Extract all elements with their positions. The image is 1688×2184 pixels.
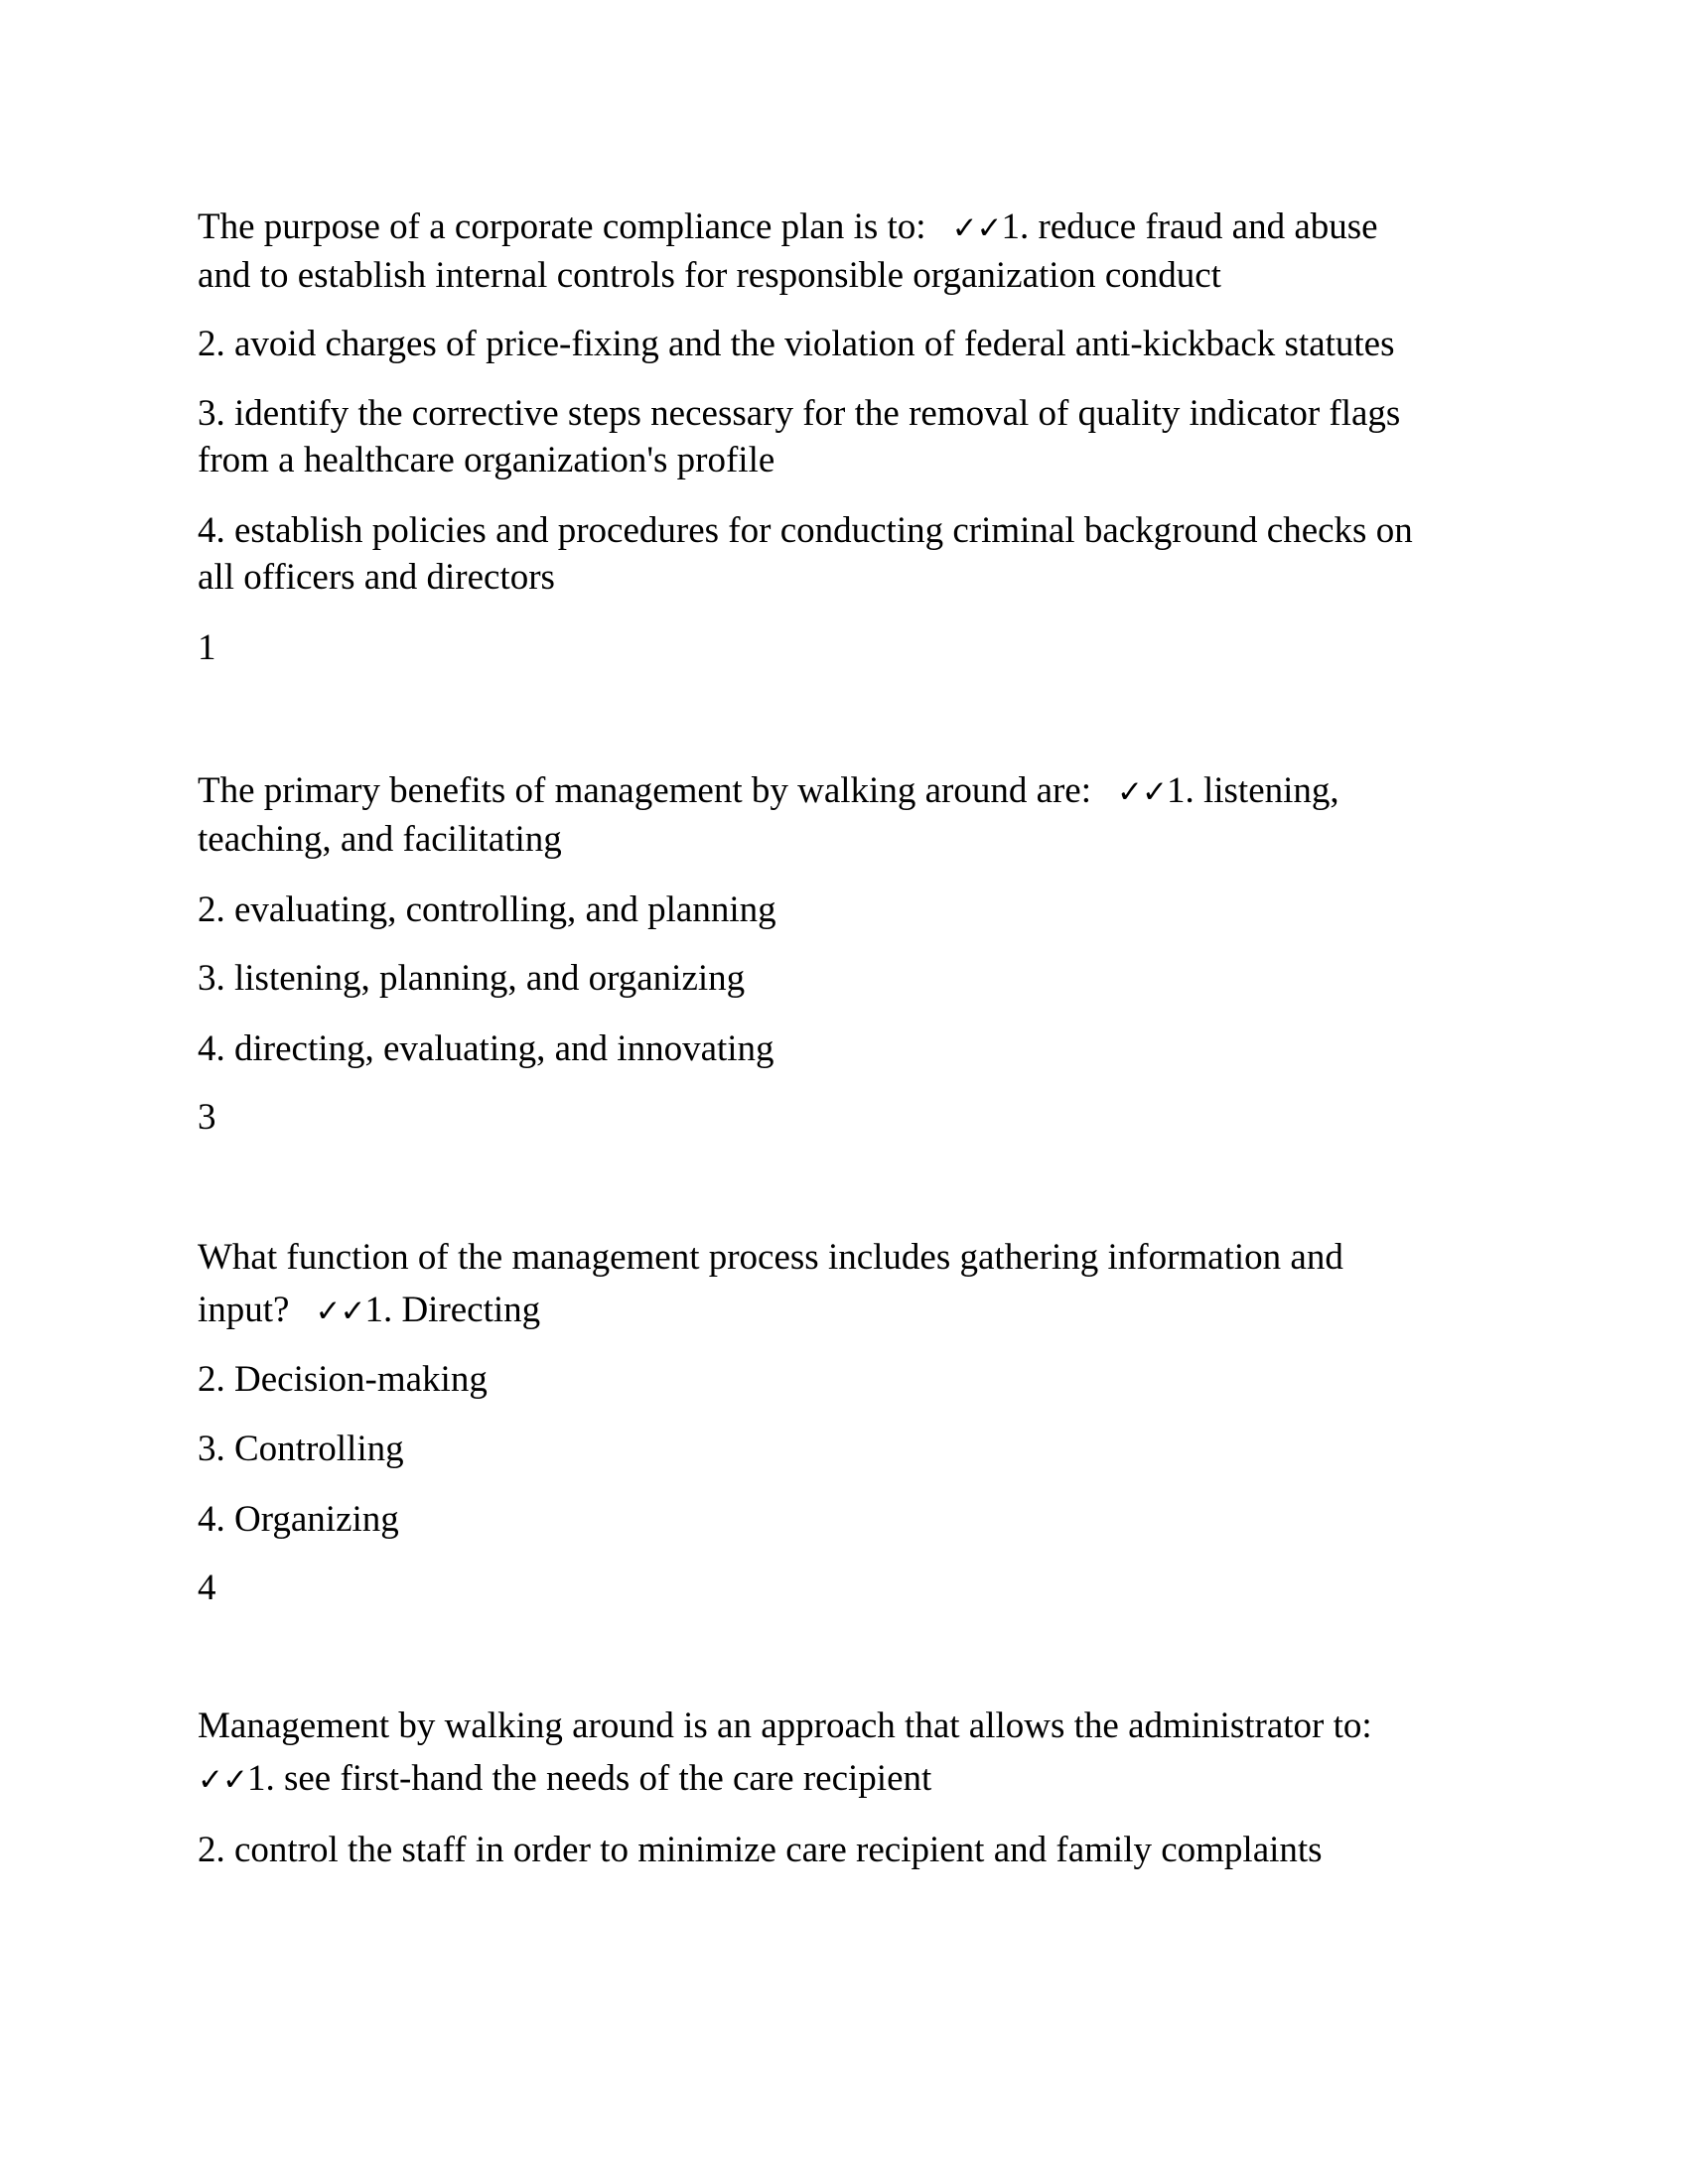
line-text: 2. evaluating, controlling, and planning: [198, 889, 776, 930]
double-check-icon: ✓✓: [315, 1294, 365, 1329]
correct-answer-text: 1. Directing: [364, 1290, 541, 1330]
question-4-line: [198, 1703, 1372, 1750]
question-2-line: [198, 816, 562, 864]
question-1-line: [198, 624, 216, 672]
question-2-line: [198, 887, 776, 934]
line-text: 4. directing, evaluating, and innovating: [198, 1028, 774, 1069]
correct-answer-text: 1. reduce fraud and abuse: [1001, 206, 1378, 247]
line-text: The purpose of a corporate compliance plan is to:: [198, 206, 926, 247]
question-1-line: [198, 252, 1221, 300]
question-3-line: [198, 1565, 216, 1612]
question-2-line: [198, 955, 745, 1003]
line-text: teaching, and facilitating: [198, 819, 562, 860]
line-text: 3. identify the corrective steps necessary for the removal of quality indicator flags: [198, 393, 1401, 434]
double-check-icon: ✓✓: [951, 210, 1002, 246]
line-text: Management by walking around is an approach that allows the administrator to:: [198, 1706, 1372, 1746]
question-1-line: [198, 554, 555, 602]
line-text: 3: [198, 1097, 216, 1138]
line-text: 4: [198, 1568, 216, 1608]
question-2-line: [198, 767, 1339, 815]
line-text: What function of the management process includes gathering information and: [198, 1237, 1343, 1278]
question-3-line: [198, 1426, 404, 1473]
line-text: from a healthcare organization's profile: [198, 440, 775, 480]
line-text: all officers and directors: [198, 557, 555, 598]
question-1-line: [198, 390, 1400, 438]
line-text: 4. establish policies and procedures for conducting criminal background checks on: [198, 510, 1413, 551]
question-3-line: [198, 1356, 488, 1404]
line-text: The primary benefits of management by walking around are:: [198, 770, 1092, 811]
question-4-line: [198, 1755, 931, 1803]
line-text: input?: [198, 1290, 290, 1330]
line-text: 1: [198, 627, 216, 668]
question-4-line: [198, 1827, 1323, 1874]
question-1-line: [198, 204, 1378, 251]
question-1-line: [198, 321, 1395, 368]
question-3-line: [198, 1287, 540, 1334]
line-text: 2. Decision-making: [198, 1359, 488, 1400]
question-1-line: [198, 507, 1413, 555]
question-1-line: [198, 437, 774, 484]
line-text: 2. control the staff in order to minimize care recipient and family complaints: [198, 1830, 1323, 1870]
line-text: and to establish internal controls for responsible organization conduct: [198, 255, 1221, 296]
line-text: 2. avoid charges of price-fixing and the violation of federal anti-kickback statutes: [198, 324, 1395, 364]
correct-answer-text: 1. see first-hand the needs of the care recipient: [246, 1758, 932, 1799]
question-3-line: [198, 1234, 1343, 1282]
question-3-line: [198, 1496, 399, 1544]
line-text: 4. Organizing: [198, 1499, 399, 1540]
correct-answer-text: 1. listening,: [1166, 770, 1339, 811]
double-check-icon: ✓✓: [198, 1762, 247, 1798]
line-text: 3. listening, planning, and organizing: [198, 958, 746, 999]
double-check-icon: ✓✓: [1117, 774, 1167, 810]
question-2-line: [198, 1025, 774, 1073]
question-2-line: [198, 1094, 216, 1142]
line-text: 3. Controlling: [198, 1429, 404, 1469]
